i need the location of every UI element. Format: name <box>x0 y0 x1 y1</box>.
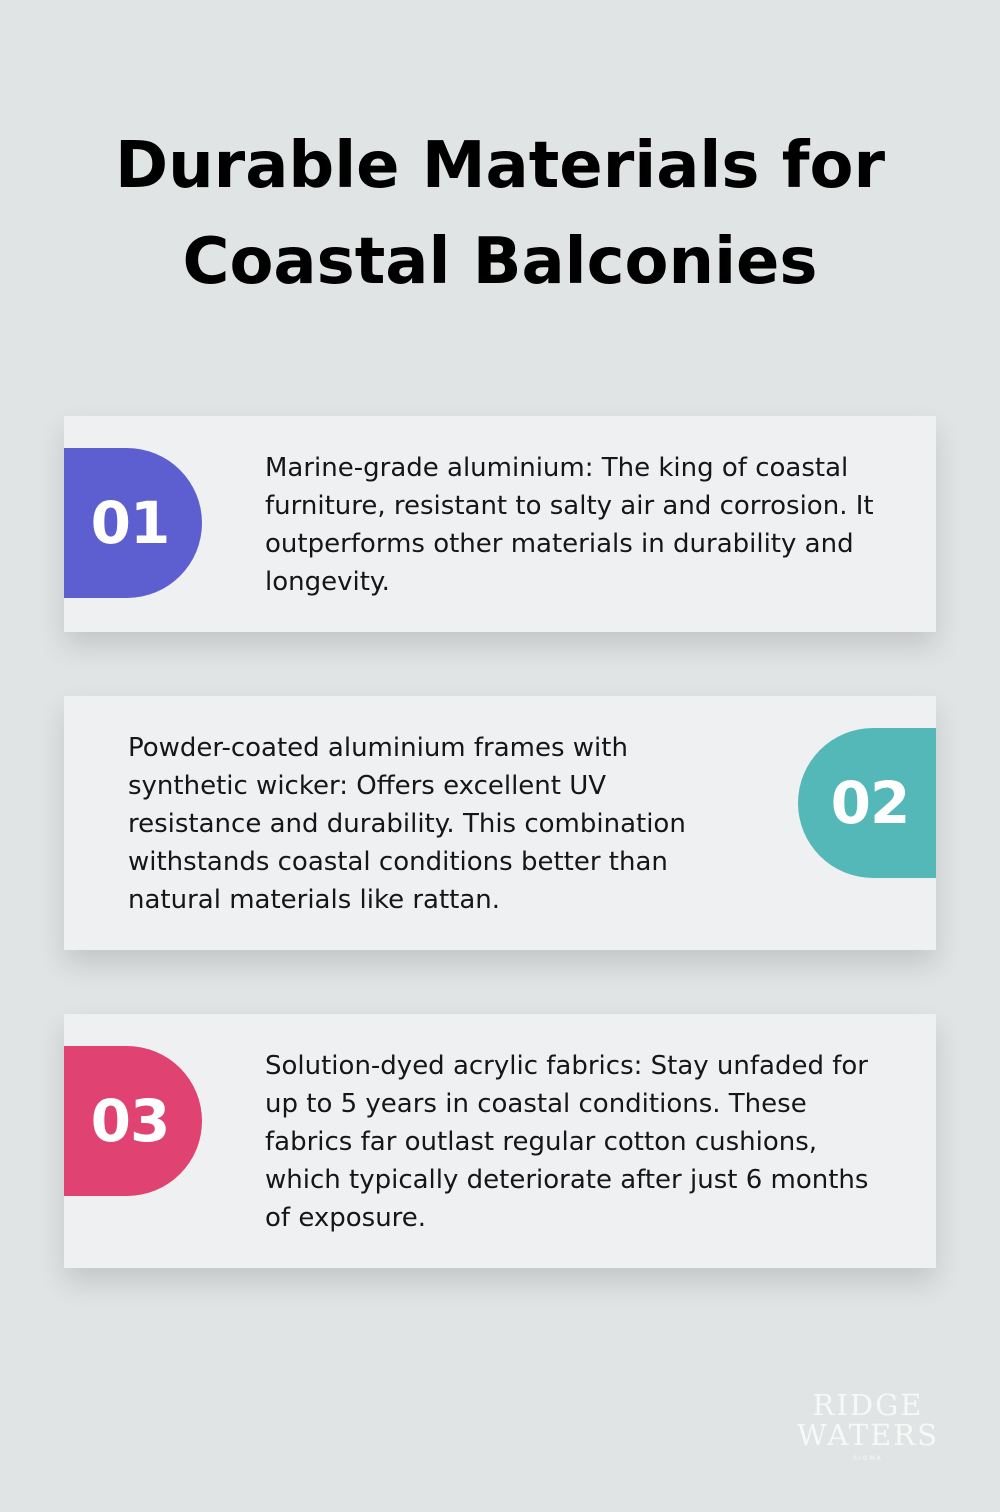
brand-logo <box>796 1390 940 1462</box>
number-badge-2: 02 <box>798 728 936 878</box>
page-title <box>0 118 1000 310</box>
title-line-2: Coastal Balconies <box>182 225 818 299</box>
material-card-2 <box>64 696 936 950</box>
material-description-2: Powder-coated aluminium frames with synthetic wicker: Offers excellent UV resistance and durability. This combination withstands coastal conditions better than natural materials like rattan. <box>128 733 686 915</box>
number-badge-3: 03 <box>64 1046 202 1196</box>
number-badge-1: 01 <box>64 448 202 598</box>
logo-text-sigma: SIGMA <box>853 1455 883 1462</box>
material-card-3 <box>64 1014 936 1268</box>
material-description-1: Marine-grade aluminium: The king of coastal furniture, resistant to salty air and corrosion. It outperforms other materials in durability and longevity. <box>265 453 874 597</box>
material-description-3: Solution-dyed acrylic fabrics: Stay unfaded for up to 5 years in coastal conditions. These fabrics far outlast regular cotton cushions, which typically deteriorate after just 6 months of exposure. <box>265 1051 869 1233</box>
logo-text-waters: WATERS <box>797 1418 939 1452</box>
title-line-1: Durable Materials for <box>114 129 886 203</box>
material-card-1 <box>64 416 936 632</box>
logo-text-ridge: RIDGE <box>812 1388 924 1422</box>
